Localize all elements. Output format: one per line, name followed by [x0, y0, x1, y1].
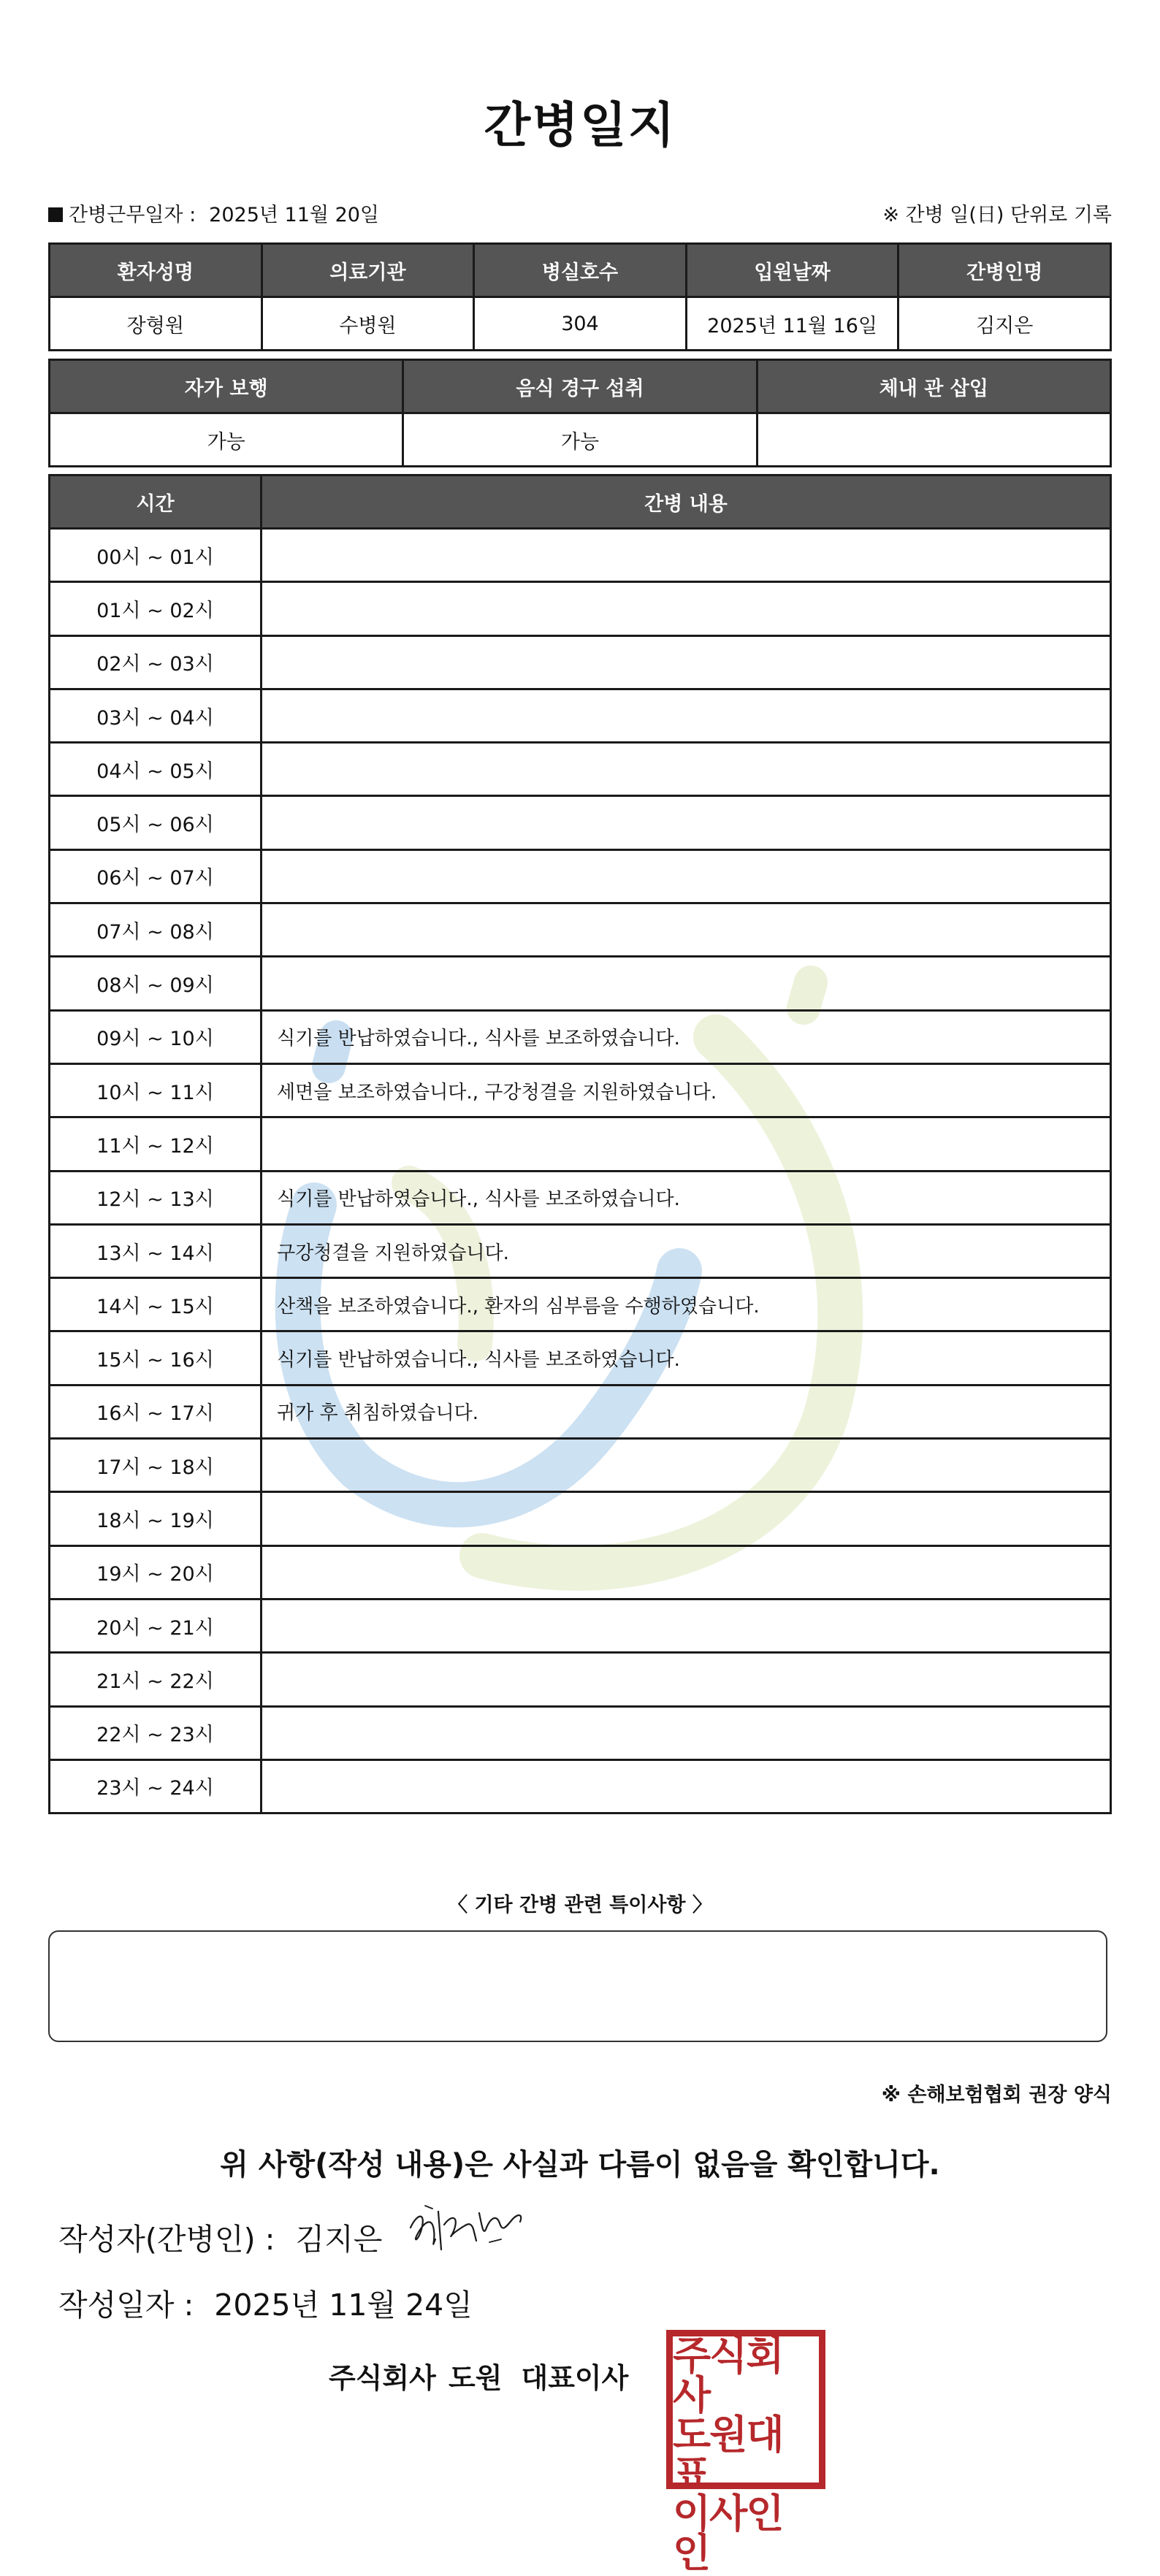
care-content — [262, 689, 1111, 742]
care-content: 식기를 반납하였습니다., 식사를 보조하였습니다. — [262, 1331, 1111, 1385]
schedule-row — [50, 1653, 1111, 1706]
square-bullet-icon — [48, 207, 63, 222]
header-room: 병실호수 — [474, 244, 687, 297]
care-content — [262, 743, 1111, 796]
time-slot: 12시 ~ 13시 — [50, 1171, 262, 1224]
seal-line-2: 도원대표 — [673, 2412, 783, 2497]
schedule-row — [50, 689, 1111, 742]
schedule-row — [50, 796, 1111, 849]
writer-line — [58, 2215, 382, 2258]
care-content — [262, 957, 1111, 1010]
confirmation-statement: 위 사항(작성 내용)은 사실과 다름이 없음을 확인합니다. — [220, 2148, 940, 2182]
work-date-value: 2025년 11월 20일 — [209, 204, 380, 226]
schedule-row — [50, 1117, 1111, 1171]
time-slot: 07시 ~ 08시 — [50, 903, 262, 957]
schedule-row — [50, 635, 1111, 689]
handwritten-signature — [403, 2198, 527, 2258]
care-content — [262, 796, 1111, 849]
time-slot: 00시 ~ 01시 — [50, 529, 262, 582]
time-slot: 02시 ~ 03시 — [50, 635, 262, 689]
care-content: 구강청결을 지원하였습니다. — [262, 1224, 1111, 1277]
notes-label: 〈 기타 간병 관련 특이사항 〉 — [448, 1894, 712, 1916]
schedule-row — [50, 1331, 1111, 1385]
time-slot: 21시 ~ 22시 — [50, 1653, 262, 1706]
special-notes-box — [48, 1930, 1107, 2042]
care-content — [262, 1599, 1111, 1652]
care-content — [262, 1759, 1111, 1813]
work-date — [48, 199, 379, 227]
writer-label: 작성자(간병인) : — [58, 2222, 275, 2257]
time-slot: 18시 ~ 19시 — [50, 1492, 262, 1545]
time-slot: 04시 ~ 05시 — [50, 743, 262, 796]
care-content — [262, 529, 1111, 582]
tube-insertion-value — [757, 413, 1110, 467]
header-admission-date: 입원날짜 — [686, 244, 898, 297]
header-time: 시간 — [50, 475, 262, 529]
time-slot: 13시 ~ 14시 — [50, 1224, 262, 1277]
care-content: 귀가 후 취침하였습니다. — [262, 1385, 1111, 1438]
patient-header-row — [50, 244, 1111, 297]
schedule-row — [50, 1759, 1111, 1813]
care-content — [262, 635, 1111, 689]
self-walking-value: 가능 — [50, 413, 403, 467]
care-content — [262, 582, 1111, 635]
room-number: 304 — [474, 297, 687, 351]
schedule-row — [50, 1439, 1111, 1492]
time-slot: 20시 ~ 21시 — [50, 1599, 262, 1652]
seal-line-1: 주식회사 — [673, 2333, 783, 2418]
time-slot: 22시 ~ 23시 — [50, 1706, 262, 1759]
patient-name: 장형원 — [50, 297, 262, 351]
time-slot: 09시 ~ 10시 — [50, 1010, 262, 1063]
schedule-row — [50, 849, 1111, 903]
care-content — [262, 1439, 1111, 1492]
header-tube-insertion: 체내 관 삽입 — [757, 360, 1110, 413]
company-name: 주식회사 도원 — [329, 2362, 503, 2394]
schedule-row — [50, 1706, 1111, 1759]
time-slot: 03시 ~ 04시 — [50, 689, 262, 742]
time-slot: 01시 ~ 02시 — [50, 582, 262, 635]
oral-intake-value: 가능 — [403, 413, 757, 467]
time-slot: 15시 ~ 16시 — [50, 1331, 262, 1385]
written-date-value: 2025년 11월 24일 — [214, 2288, 473, 2323]
company-line — [329, 2355, 628, 2396]
written-date-label: 작성일자 : — [58, 2288, 194, 2323]
status-header-row — [50, 360, 1111, 413]
admission-date: 2025년 11월 16일 — [686, 297, 898, 351]
care-content: 세면을 보조하였습니다., 구강청결을 지원하였습니다. — [262, 1063, 1111, 1117]
time-slot: 11시 ~ 12시 — [50, 1117, 262, 1171]
care-content — [262, 1653, 1111, 1706]
record-note: ※ 간병 일(日) 단위로 기록 — [882, 204, 1112, 226]
time-slot: 16시 ~ 17시 — [50, 1385, 262, 1438]
schedule-row — [50, 1599, 1111, 1652]
care-content — [262, 1492, 1111, 1545]
schedule-row — [50, 1385, 1111, 1438]
schedule-row — [50, 1492, 1111, 1545]
status-value-row — [50, 413, 1111, 467]
time-slot: 14시 ~ 15시 — [50, 1278, 262, 1331]
schedule-row — [50, 1545, 1111, 1599]
schedule-row — [50, 1171, 1111, 1224]
care-content — [262, 849, 1111, 903]
header-hospital: 의료기관 — [262, 244, 474, 297]
schedule-row — [50, 1278, 1111, 1331]
schedule-row — [50, 957, 1111, 1010]
page-title: 간병일지 — [484, 97, 676, 153]
care-content: 식기를 반납하였습니다., 식사를 보조하였습니다. — [262, 1010, 1111, 1063]
schedule-row — [50, 743, 1111, 796]
time-slot: 05시 ~ 06시 — [50, 796, 262, 849]
care-content — [262, 1117, 1111, 1171]
company-ceo-title: 대표이사 — [521, 2362, 629, 2394]
time-slot: 23시 ~ 24시 — [50, 1759, 262, 1813]
header-care-content: 간병 내용 — [262, 475, 1111, 529]
caregiver-name: 김지은 — [898, 297, 1111, 351]
seal-line-3: 이사인인 — [673, 2491, 783, 2576]
schedule-row — [50, 529, 1111, 582]
time-slot: 08시 ~ 09시 — [50, 957, 262, 1010]
care-schedule-table — [48, 474, 1112, 1814]
time-slot: 17시 ~ 18시 — [50, 1439, 262, 1492]
patient-value-row — [50, 297, 1111, 351]
patient-info-table — [48, 242, 1112, 351]
work-date-label: 간병근무일자 : — [69, 204, 196, 226]
header-caregiver: 간병인명 — [898, 244, 1111, 297]
header-patient-name: 환자성명 — [50, 244, 262, 297]
schedule-row — [50, 1224, 1111, 1277]
schedule-row — [50, 1010, 1111, 1063]
schedule-row — [50, 1063, 1111, 1117]
schedule-row — [50, 903, 1111, 957]
header-self-walking: 자가 보행 — [50, 360, 403, 413]
schedule-header-row — [50, 475, 1111, 529]
writer-name: 김지은 — [295, 2222, 383, 2257]
care-content — [262, 1706, 1111, 1759]
time-slot: 06시 ~ 07시 — [50, 849, 262, 903]
time-slot: 10시 ~ 11시 — [50, 1063, 262, 1117]
care-content — [262, 1545, 1111, 1599]
care-content: 산책을 보조하였습니다., 환자의 심부름을 수행하였습니다. — [262, 1278, 1111, 1331]
time-slot: 19시 ~ 20시 — [50, 1545, 262, 1599]
written-date-line — [58, 2281, 473, 2324]
hospital: 수병원 — [262, 297, 474, 351]
care-content: 식기를 반납하였습니다., 식사를 보조하였습니다. — [262, 1171, 1111, 1224]
header-oral-intake: 음식 경구 섭취 — [403, 360, 757, 413]
care-content — [262, 903, 1111, 957]
schedule-row — [50, 582, 1111, 635]
company-seal — [666, 2330, 825, 2576]
patient-status-table — [48, 359, 1112, 467]
form-note: ※ 손해보험협회 권장 양식 — [881, 2084, 1112, 2106]
